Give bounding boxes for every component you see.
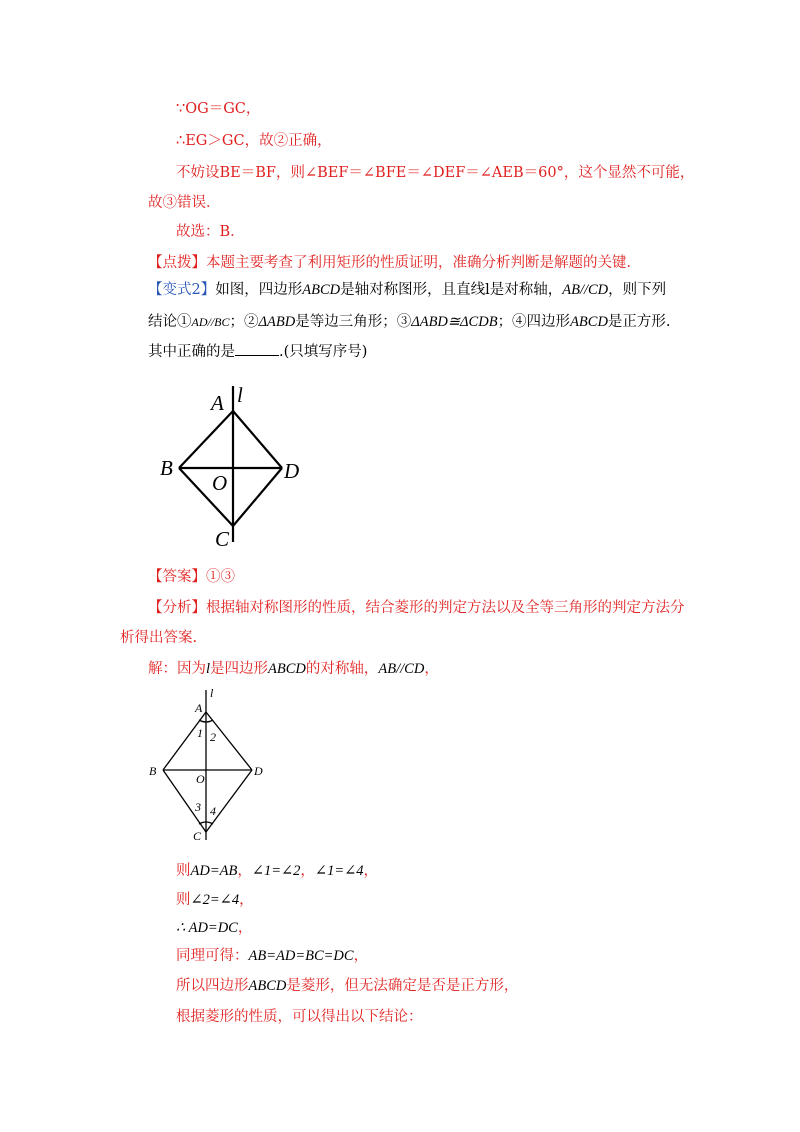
- text: 是四边形: [210, 661, 269, 677]
- line-assume: 不妨设BE＝BF，则∠BEF＝∠BFE＝∠DEF＝∠AEB＝60°，这个显然不可能，: [176, 165, 695, 181]
- math: ABCD: [570, 314, 608, 330]
- math: AB=AD=BC=DC: [248, 948, 354, 964]
- math: ABCD: [248, 978, 287, 994]
- text: ，: [239, 892, 254, 908]
- hint-text: 本题主要考查了利用矩形的性质证明，准确分析判断是解题的关键．: [206, 255, 641, 271]
- math: AD=AB: [190, 863, 238, 879]
- step2-line: [176, 890, 254, 910]
- math: ΔABD≅ΔCDB: [411, 314, 498, 330]
- analysis-line2: 析得出答案.: [120, 630, 198, 646]
- answer-text: ①③: [206, 569, 235, 585]
- angle-2: 2: [210, 730, 216, 744]
- label-a: A: [211, 391, 224, 415]
- text: ，: [353, 948, 369, 964]
- math: AB//CD: [562, 282, 609, 298]
- line-og-gc: ∵OG＝GC，: [176, 101, 261, 117]
- analysis-text: 根据轴对称图形的性质，结合菱形的判定方法以及全等三角形的判定方法分: [206, 600, 685, 616]
- math: ∠1=∠2: [251, 863, 301, 879]
- hint-tag: 【点拨】: [148, 255, 206, 271]
- math: ΔABD: [258, 314, 296, 330]
- step5-line: [176, 976, 518, 996]
- label-o: O: [212, 471, 228, 495]
- angle-3: 3: [195, 800, 201, 814]
- angle-4: 4: [210, 804, 216, 818]
- label-b: B: [149, 764, 157, 778]
- text: 其中正确的是: [148, 344, 235, 360]
- text: 是菱形，但无法确定是否是正方形，: [286, 978, 519, 994]
- angle-1: 1: [197, 726, 203, 740]
- text: 是等边三角形；③: [295, 314, 412, 330]
- text: ；④四边形: [497, 314, 571, 330]
- text: ，则下列: [608, 282, 667, 298]
- text: 的对称轴，: [305, 661, 379, 677]
- step4-line: [176, 946, 368, 966]
- math: ABCD: [268, 661, 306, 677]
- text: ，: [363, 863, 379, 879]
- math: AB//CD: [378, 661, 425, 677]
- math: ∠2=∠4: [190, 892, 240, 908]
- label-o: O: [196, 772, 205, 786]
- label-d: D: [284, 459, 300, 483]
- text: 所以四边形: [176, 978, 249, 994]
- side-dc: [206, 770, 252, 832]
- step6-line: 根据菱形的性质，可以得出以下结论：: [176, 1009, 423, 1025]
- math: l: [206, 661, 211, 677]
- label-c: C: [215, 527, 230, 551]
- text: 则: [176, 863, 191, 879]
- text: 是轴对称图形，且直线l是对称轴，: [340, 282, 563, 298]
- step1-line: [176, 861, 378, 881]
- answer-tag: 【答案】: [148, 569, 206, 585]
- math: AD//BC: [191, 315, 230, 329]
- text: .(只填写序号): [279, 344, 368, 360]
- label-d: D: [254, 764, 263, 778]
- label-l: l: [210, 686, 214, 700]
- math: ∠1=∠4: [314, 863, 364, 879]
- line-choose-b: 故选：B．: [176, 224, 245, 240]
- text: 同理可得：: [176, 948, 249, 964]
- step3-line: [176, 918, 252, 938]
- variant2-tag: 【变式2】: [148, 282, 216, 298]
- text: ，: [237, 863, 252, 879]
- label-c: C: [193, 829, 202, 843]
- line-wrong3: 故③错误．: [148, 195, 221, 211]
- analysis-tag: 【分析】: [148, 600, 206, 616]
- label-b: B: [160, 456, 173, 480]
- text: ，: [237, 920, 253, 936]
- text: ，: [300, 863, 315, 879]
- label-a: A: [195, 701, 203, 715]
- math: ∴ AD=DC: [176, 920, 238, 936]
- text: 则: [176, 892, 191, 908]
- text: 是正方形.: [607, 314, 671, 330]
- text: 结论①: [148, 314, 192, 330]
- text: 解：因为: [148, 661, 206, 677]
- label-l: l: [237, 383, 243, 407]
- line-eg-gc: ∴EG＞GC，故②正确，: [176, 133, 332, 149]
- text: 如图，四边形: [215, 282, 303, 298]
- text: ；②: [229, 314, 259, 330]
- math: ABCD: [302, 282, 341, 298]
- text: ，: [424, 661, 439, 677]
